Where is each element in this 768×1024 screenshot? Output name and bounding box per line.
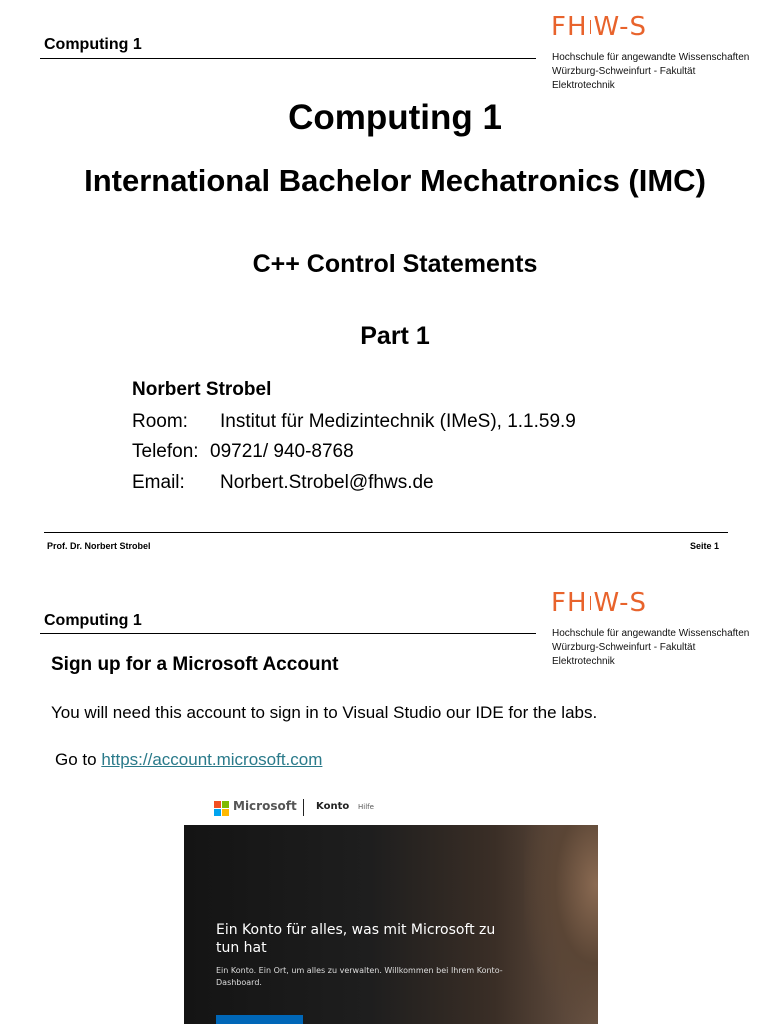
logo-separator [590,20,591,34]
hero-subline: Ein Konto. Ein Ort, um alles zu verwalten. Willkommen bei Ihrem Konto-Dashboard. [216,966,503,987]
footer-author: Prof. Dr. Norbert Strobel [47,541,151,551]
author-name: Norbert Strobel [132,379,272,400]
contact-email [132,472,434,494]
contact-room [132,411,576,433]
slide2-header-title: Computing 1 [44,612,142,629]
slide2-heading: Sign up for a Microsoft Account [51,654,339,675]
logo-square-yellow [222,809,229,816]
institution-line: Würzburg-Schweinfurt - Fakultät [552,642,696,653]
logo-letters-left: FH [551,12,588,42]
fhws-logo [551,14,647,40]
slide1-footer-rule [44,532,728,533]
institution-name [552,51,749,93]
institution-line: Hochschule für angewandte Wissenschaften [552,628,750,639]
logo-letters-right: W-S [593,588,648,618]
logo-square-red [214,801,221,808]
hero-cta-button[interactable] [216,1015,303,1024]
hero-headline: Ein Konto für alles, was mit Microsoft zu tun hat [216,922,496,956]
contact-value: Institut für Medizintechnik (IMeS), 1.1.59.9 [220,411,576,432]
slide2-body-text: You will need this account to sign in to Visual Studio our IDE for the labs. [51,703,598,722]
logo-square-green [222,801,229,808]
goto-line [55,750,322,770]
hero-photo [524,825,598,1024]
goto-prefix: Go to [55,750,102,769]
institution-line: Würzburg-Schweinfurt - Fakultät [552,66,696,77]
footer-page-number: Seite 1 [690,541,720,551]
slide-part: Part 1 [360,322,430,350]
contact-label: Telefon: [132,441,199,462]
ms-hero-banner [184,825,598,1024]
slide-subtitle: International Bachelor Mechatronics (IMC) [84,163,706,198]
slide1-header-rule [40,58,536,59]
fhws-logo [551,590,647,616]
institution-name [552,627,749,669]
slide2-header-rule [40,633,536,634]
ms-brand-bar [214,799,414,817]
microsoft-brand-text: Microsoft [233,799,297,813]
contact-label: Email: [132,472,185,493]
contact-phone [132,441,354,463]
logo-square-blue [214,809,221,816]
slide-title: Computing 1 [288,98,502,137]
microsoft-account-link[interactable]: https://account.microsoft.com [101,750,323,769]
logo-letters-left: FH [551,588,588,618]
slide1-header-title: Computing 1 [44,36,142,53]
logo-letters-right: W-S [593,12,648,42]
slide-topic: C++ Control Statements [252,250,538,278]
nav-account[interactable]: Konto [316,801,350,812]
contact-value: 09721/ 940-8768 [210,441,354,462]
contact-label: Room: [132,411,188,432]
contact-value: Norbert.Strobel@fhws.de [220,472,434,493]
nav-divider [303,799,304,816]
logo-separator [590,596,591,610]
institution-line: Hochschule für angewandte Wissenschaften [552,52,750,63]
institution-line: Elektrotechnik [552,80,615,91]
microsoft-logo-icon [214,801,229,816]
nav-help[interactable]: Hilfe [358,803,374,811]
institution-line: Elektrotechnik [552,656,615,667]
